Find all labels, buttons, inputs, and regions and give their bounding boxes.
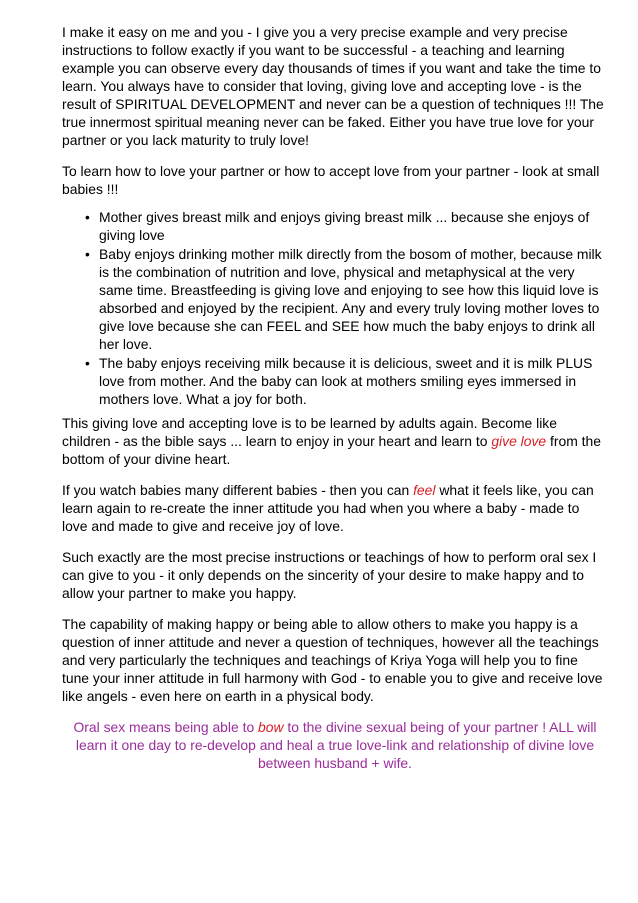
- paragraph-adults: This giving love and accepting love is to be learned by adults again. Become like children - as the bible says ... learn to enjoy in your heart and learn to give love from the bottom of your divine heart.: [62, 415, 601, 467]
- list-item: • Mother gives breast milk and enjoys giving breast milk ... because she enjoys of giving love: [85, 209, 590, 243]
- emphasis-give-love: give love: [491, 433, 547, 449]
- emphasis-bow: bow: [258, 719, 284, 735]
- paragraph-capability: The capability of making happy or being able to allow others to make you happy is a question of inner attitude and never a question of techniques, however all the teachings and very particularly the techniques and teachings of Kriya Yoga will help you to fine tune your inner attitude in full harmony with God - to enable you to give and receive love like angels - even here on earth in a physical body.: [62, 616, 603, 704]
- paragraph-intro: I make it easy on me and you - I give you a very precise example and very precise instructions to follow exactly if you want to be successful - a teaching and learning example you can observe every day thousands of times if you want and take the time to learn. You always have to consider that loving, giving love and accepting love - is the result of SPIRITUAL DEVELOPMENT and never can be a question of techniques !!! The true innermost spiritual meaning never can be faked. Either you have true love for your partner or you lack maturity to truly love!: [62, 24, 604, 148]
- bullet-list: [62, 208, 608, 408]
- paragraph-babies: To learn how to love your partner or how to accept love from your partner - look at small babies !!!: [62, 163, 600, 197]
- list-item: • Baby enjoys drinking mother milk directly from the bosom of mother, because milk is the combination of nutrition and love, physical and metaphysical at the very same time. Breastfeeding is giving love and enjoying to see how this liquid love is absorbed and enjoyed by the recipient. Any and every truly loving mother loves to give love because she can FEEL and SEE how much the baby enjoys to drink all her love.: [85, 246, 602, 352]
- closing-statement: Oral sex means being able to bow to the divine sexual being of your partner ! ALL will learn it one day to re-develop and heal a true love-link and relationship of divine love between husband + wife.: [73, 719, 597, 771]
- list-item: • The baby enjoys receiving milk because it is delicious, sweet and it is milk PLUS love from mother. And the baby can look at mothers smiling eyes immersed in mothers love. What a joy for both.: [85, 355, 593, 407]
- bullet-icon: •: [85, 246, 90, 262]
- paragraph-watch-babies: If you watch babies many different babies - then you can feel what it feels like, you can learn again to re-create the inner attitude you had when you where a baby - made to love and made to give and receive joy of love.: [62, 482, 594, 534]
- bullet-icon: •: [85, 355, 90, 371]
- paragraph-instructions: Such exactly are the most precise instructions or teachings of how to perform oral sex I can give to you - it only depends on the sincerity of your desire to make happy and to allow your partner to make you happy.: [62, 549, 597, 601]
- bullet-icon: •: [85, 209, 90, 225]
- emphasis-feel: feel: [413, 482, 436, 498]
